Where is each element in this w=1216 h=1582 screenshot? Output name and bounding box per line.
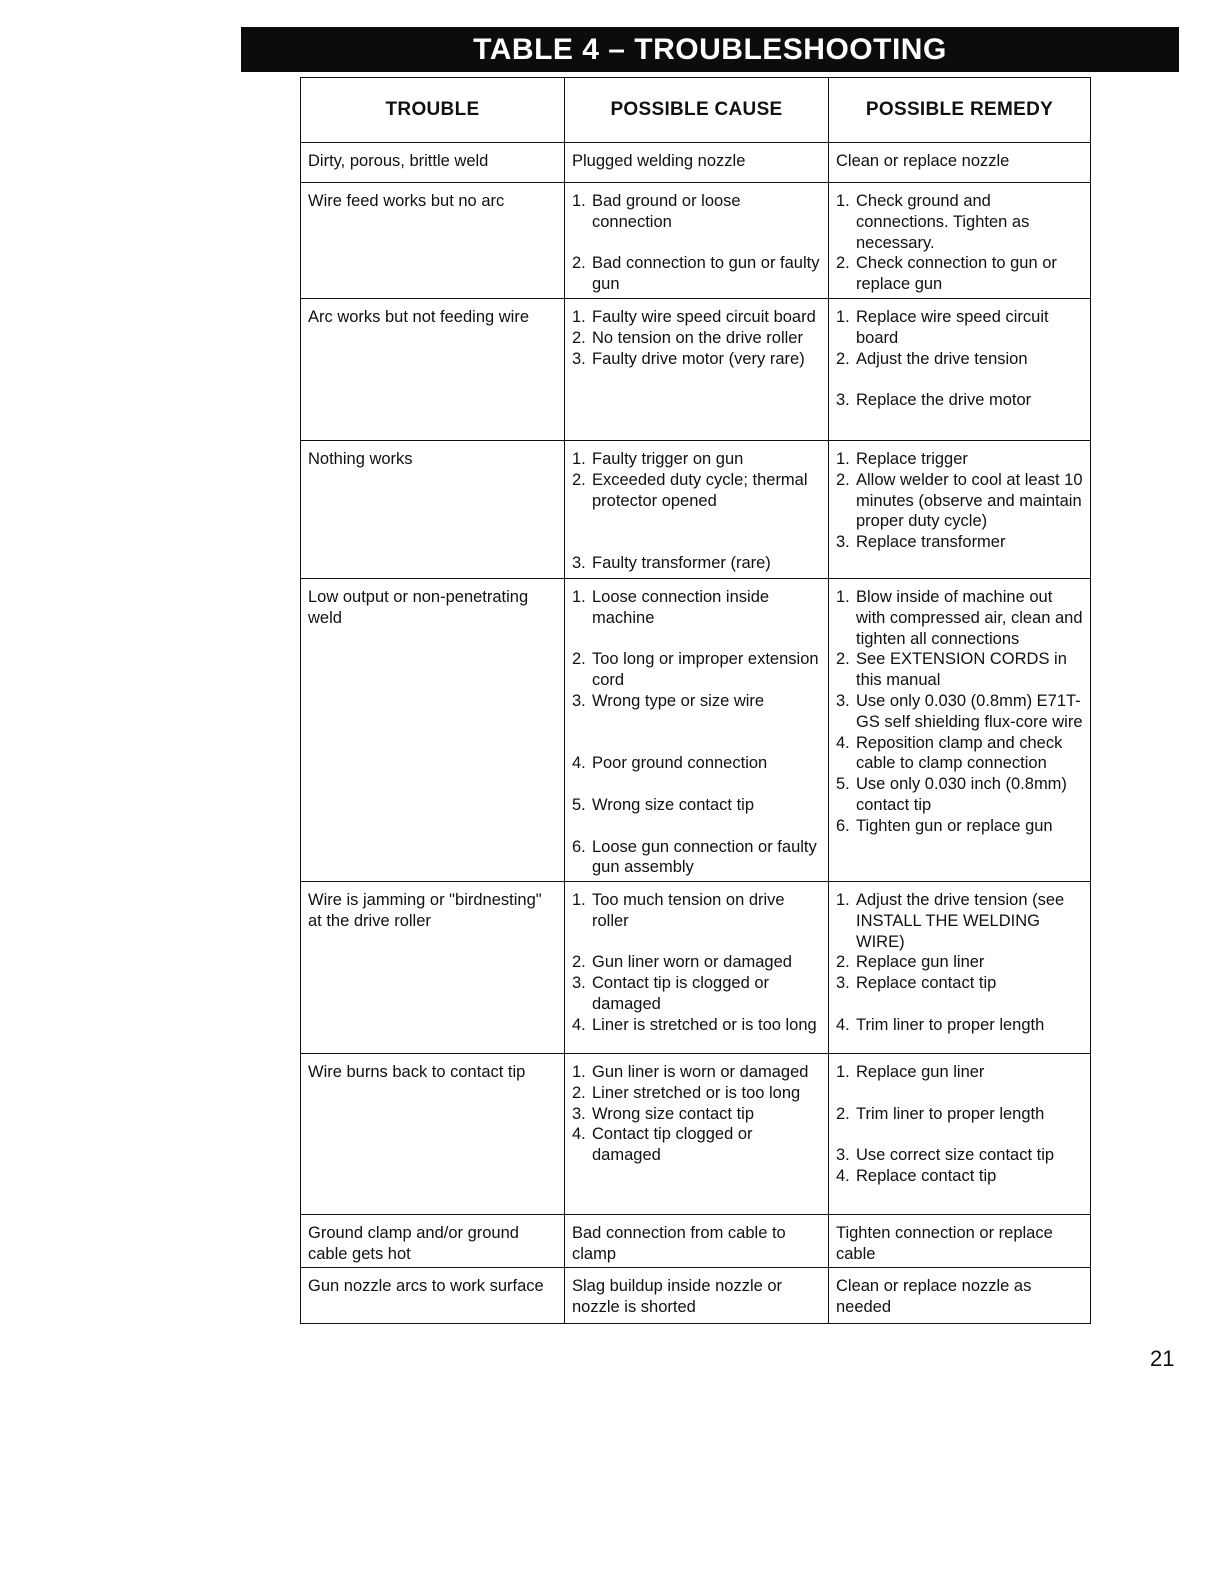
list-item bbox=[572, 952, 822, 973]
item-number: 2. bbox=[836, 1104, 850, 1123]
remedy-cell bbox=[829, 1268, 1091, 1324]
header-row bbox=[301, 78, 1091, 143]
item-number: 3. bbox=[836, 391, 850, 410]
item-text: Loose gun connection or faulty gun assembly bbox=[592, 837, 817, 877]
list-item bbox=[836, 307, 1084, 349]
item-number bbox=[572, 816, 592, 837]
item-number: 1. bbox=[836, 891, 850, 909]
list-item bbox=[572, 470, 822, 512]
list-item bbox=[836, 973, 1084, 994]
item-number: 1. bbox=[836, 450, 850, 468]
item-text: Bad connection to gun or faulty gun bbox=[592, 254, 820, 294]
list-item bbox=[836, 1166, 1084, 1187]
item-text bbox=[592, 511, 822, 532]
list-item bbox=[836, 994, 1084, 1015]
item-text: See EXTENSION CORDS in this manual bbox=[856, 650, 1067, 690]
trouble-cell: Wire is jamming or "birdnesting" at the drive roller bbox=[301, 882, 565, 1054]
item-number: 1. bbox=[572, 308, 586, 326]
item-text bbox=[592, 932, 822, 953]
item-number: 3. bbox=[572, 974, 586, 993]
cause-text: Slag buildup inside nozzle or nozzle is shorted bbox=[572, 1277, 783, 1316]
cause-cell bbox=[565, 579, 829, 882]
item-number bbox=[836, 369, 856, 390]
item-text: Check connection to gun or replace gun bbox=[856, 254, 1057, 294]
item-text: Replace gun liner bbox=[856, 953, 985, 972]
item-text bbox=[592, 816, 822, 837]
item-number: 1. bbox=[572, 588, 586, 606]
trouble-cell: Wire burns back to contact tip bbox=[301, 1054, 565, 1215]
item-text: Trim liner to proper length bbox=[856, 1104, 1045, 1123]
cause-list bbox=[572, 191, 822, 295]
list-item bbox=[836, 1145, 1084, 1166]
trouble-cell: Ground clamp and/or ground cable gets hot bbox=[301, 1215, 565, 1268]
list-item bbox=[836, 733, 1084, 775]
cause-cell bbox=[565, 1054, 829, 1215]
item-text: Use only 0.030 (0.8mm) E71T-GS self shielding flux-core wire bbox=[856, 691, 1083, 731]
remedy-cell bbox=[829, 579, 1091, 882]
item-text: Liner is stretched or is too long bbox=[592, 1015, 817, 1034]
table-row bbox=[301, 882, 1091, 1054]
item-text: Contact tip clogged or damaged bbox=[592, 1125, 753, 1165]
item-text: Trim liner to proper length bbox=[856, 1015, 1045, 1034]
cause-cell bbox=[565, 143, 829, 183]
cause-cell bbox=[565, 1268, 829, 1324]
item-text: Adjust the drive tension bbox=[856, 349, 1028, 368]
list-item bbox=[572, 774, 822, 795]
item-number bbox=[572, 233, 592, 254]
item-text: Replace gun liner bbox=[856, 1063, 985, 1081]
item-text: Too long or improper extension cord bbox=[592, 650, 819, 690]
item-number: 1. bbox=[572, 192, 586, 210]
item-text bbox=[856, 369, 1084, 390]
header-cause: POSSIBLE CAUSE bbox=[565, 78, 829, 143]
item-text bbox=[592, 712, 822, 733]
trouble-cell: Gun nozzle arcs to work surface bbox=[301, 1268, 565, 1324]
item-number: 2. bbox=[836, 650, 850, 669]
list-item bbox=[572, 1124, 822, 1166]
list-item bbox=[836, 253, 1084, 295]
remedy-cell bbox=[829, 441, 1091, 579]
item-text bbox=[856, 994, 1084, 1015]
item-text: Bad ground or loose connection bbox=[592, 192, 741, 231]
item-text bbox=[592, 532, 822, 553]
list-item bbox=[572, 837, 822, 879]
remedy-cell bbox=[829, 882, 1091, 1054]
item-text: Allow welder to cool at least 10 minutes (observe and maintain proper duty cycle) bbox=[856, 470, 1083, 531]
cause-list bbox=[572, 587, 822, 878]
item-number bbox=[836, 1124, 856, 1145]
list-item bbox=[572, 733, 822, 754]
item-number bbox=[836, 1083, 856, 1104]
item-number: 2. bbox=[836, 349, 850, 368]
item-text: Faulty drive motor (very rare) bbox=[592, 349, 805, 368]
item-text: Faulty transformer (rare) bbox=[592, 553, 771, 572]
cause-list bbox=[572, 1062, 822, 1166]
item-number: 2. bbox=[836, 470, 850, 489]
table-row bbox=[301, 143, 1091, 183]
list-item bbox=[836, 449, 1084, 470]
cause-cell bbox=[565, 441, 829, 579]
item-text: Replace contact tip bbox=[856, 974, 997, 993]
item-text: Adjust the drive tension (see INSTALL THE WELDING WIRE) bbox=[856, 891, 1065, 951]
item-text: Liner stretched or is too long bbox=[592, 1083, 801, 1102]
item-number: 1. bbox=[572, 1063, 586, 1081]
item-number: 1. bbox=[572, 450, 586, 468]
item-text: Poor ground connection bbox=[592, 754, 768, 773]
item-number: 3. bbox=[836, 1146, 850, 1165]
remedy-text: Clean or replace nozzle as needed bbox=[836, 1277, 1032, 1316]
item-text: Wrong size contact tip bbox=[592, 795, 755, 814]
list-item bbox=[572, 1062, 822, 1083]
list-item bbox=[572, 932, 822, 953]
remedy-cell bbox=[829, 143, 1091, 183]
cause-cell bbox=[565, 183, 829, 299]
remedy-list bbox=[836, 449, 1084, 553]
item-number: 1. bbox=[836, 588, 850, 606]
list-item bbox=[836, 691, 1084, 733]
remedy-cell bbox=[829, 1215, 1091, 1268]
list-item bbox=[836, 816, 1084, 837]
cause-cell bbox=[565, 299, 829, 441]
item-text bbox=[592, 733, 822, 754]
item-number: 2. bbox=[572, 254, 586, 273]
list-item bbox=[836, 1104, 1084, 1125]
list-item bbox=[836, 1015, 1084, 1036]
item-number: 4. bbox=[572, 1015, 586, 1034]
item-text: Reposition clamp and check cable to clamp connection bbox=[856, 733, 1063, 773]
remedy-list bbox=[836, 307, 1084, 411]
list-item bbox=[572, 795, 822, 816]
remedy-list bbox=[836, 191, 1084, 295]
remedy-list bbox=[836, 1062, 1084, 1187]
item-number: 5. bbox=[836, 775, 850, 794]
list-item bbox=[572, 553, 822, 574]
item-text: Wrong type or size wire bbox=[592, 691, 765, 710]
item-text: Blow inside of machine out with compressed air, clean and tighten all connections bbox=[856, 588, 1083, 648]
trouble-cell: Nothing works bbox=[301, 441, 565, 579]
item-text: Exceeded duty cycle; thermal protector opened bbox=[592, 470, 808, 510]
list-item bbox=[836, 952, 1084, 973]
item-number: 2. bbox=[572, 470, 586, 489]
list-item bbox=[572, 649, 822, 691]
item-number: 4. bbox=[836, 1166, 850, 1185]
item-number: 6. bbox=[836, 816, 850, 835]
remedy-list bbox=[836, 587, 1084, 837]
item-number bbox=[572, 532, 592, 553]
item-number: 4. bbox=[572, 754, 586, 773]
list-item bbox=[572, 349, 822, 370]
remedy-cell bbox=[829, 299, 1091, 441]
item-text: Wrong size contact tip bbox=[592, 1104, 755, 1123]
item-number: 1. bbox=[836, 1063, 850, 1081]
list-item bbox=[836, 890, 1084, 952]
item-text: Too much tension on drive roller bbox=[592, 891, 785, 930]
cause-list bbox=[572, 307, 822, 369]
item-text: Loose connection inside machine bbox=[592, 588, 770, 627]
item-number bbox=[572, 511, 592, 532]
item-number: 3. bbox=[572, 1104, 586, 1123]
remedy-text: Clean or replace nozzle bbox=[836, 152, 1010, 170]
item-number: 6. bbox=[572, 837, 586, 856]
list-item bbox=[572, 1083, 822, 1104]
item-number: 1. bbox=[836, 308, 850, 326]
remedy-text: Tighten connection or replace cable bbox=[836, 1224, 1053, 1263]
cause-cell bbox=[565, 882, 829, 1054]
item-text: Faulty wire speed circuit board bbox=[592, 308, 816, 326]
item-text: Tighten gun or replace gun bbox=[856, 816, 1053, 835]
item-number: 2. bbox=[572, 328, 586, 347]
item-text bbox=[592, 233, 822, 254]
item-number: 1. bbox=[836, 192, 850, 210]
item-number bbox=[836, 994, 856, 1015]
item-number: 5. bbox=[572, 795, 586, 814]
list-item bbox=[572, 753, 822, 774]
item-number: 4. bbox=[836, 733, 850, 752]
cause-text: Bad connection from cable to clamp bbox=[572, 1224, 786, 1263]
item-text: Replace transformer bbox=[856, 533, 1006, 552]
item-text bbox=[856, 1124, 1084, 1145]
list-item bbox=[836, 532, 1084, 553]
item-number bbox=[572, 712, 592, 733]
list-item bbox=[572, 973, 822, 1015]
item-number: 3. bbox=[572, 553, 586, 572]
table-title: TABLE 4 – TROUBLESHOOTING bbox=[241, 27, 1179, 72]
table-row bbox=[301, 1268, 1091, 1324]
item-text: Contact tip is clogged or damaged bbox=[592, 974, 770, 1013]
trouble-cell: Arc works but not feeding wire bbox=[301, 299, 565, 441]
item-number: 4. bbox=[572, 1125, 586, 1144]
remedy-cell bbox=[829, 1054, 1091, 1215]
list-item bbox=[836, 774, 1084, 816]
list-item bbox=[836, 369, 1084, 390]
list-item bbox=[836, 1062, 1084, 1083]
header-remedy: POSSIBLE REMEDY bbox=[829, 78, 1091, 143]
list-item bbox=[572, 532, 822, 553]
item-number: 2. bbox=[572, 650, 586, 669]
cause-cell bbox=[565, 1215, 829, 1268]
item-number: 2. bbox=[572, 1083, 586, 1102]
list-item bbox=[836, 349, 1084, 370]
table-row bbox=[301, 183, 1091, 299]
cause-list bbox=[572, 890, 822, 1036]
troubleshooting-table bbox=[300, 77, 1091, 1324]
item-number bbox=[572, 774, 592, 795]
list-item bbox=[836, 1083, 1084, 1104]
item-text: No tension on the drive roller bbox=[592, 328, 803, 347]
cause-text: Plugged welding nozzle bbox=[572, 152, 746, 170]
item-number: 3. bbox=[836, 974, 850, 993]
item-number bbox=[572, 932, 592, 953]
list-item bbox=[572, 511, 822, 532]
list-item bbox=[572, 328, 822, 349]
list-item bbox=[572, 1015, 822, 1036]
trouble-cell: Wire feed works but no arc bbox=[301, 183, 565, 299]
list-item bbox=[572, 691, 822, 712]
list-item bbox=[572, 890, 822, 932]
table-row bbox=[301, 441, 1091, 579]
item-number: 2. bbox=[836, 953, 850, 972]
list-item bbox=[572, 307, 822, 328]
item-text bbox=[856, 1083, 1084, 1104]
item-number: 2. bbox=[836, 254, 850, 273]
item-text: Use correct size contact tip bbox=[856, 1146, 1055, 1165]
remedy-cell bbox=[829, 183, 1091, 299]
header-trouble: TROUBLE bbox=[301, 78, 565, 143]
list-item bbox=[836, 470, 1084, 532]
table-row bbox=[301, 579, 1091, 882]
table-row bbox=[301, 299, 1091, 441]
list-item bbox=[836, 191, 1084, 253]
list-item bbox=[572, 629, 822, 650]
item-text: Use only 0.030 inch (0.8mm) contact tip bbox=[856, 775, 1067, 814]
item-number: 3. bbox=[836, 691, 850, 710]
table-row bbox=[301, 1215, 1091, 1268]
item-number: 4. bbox=[836, 1015, 850, 1034]
list-item bbox=[836, 1124, 1084, 1145]
list-item bbox=[572, 449, 822, 470]
list-item bbox=[572, 816, 822, 837]
item-text bbox=[592, 774, 822, 795]
list-item bbox=[572, 587, 822, 629]
item-text bbox=[592, 629, 822, 650]
page-number: 21 bbox=[1150, 1346, 1175, 1371]
item-number: 2. bbox=[572, 953, 586, 972]
item-number bbox=[572, 733, 592, 754]
list-item bbox=[836, 649, 1084, 691]
list-item bbox=[572, 1104, 822, 1125]
table-row bbox=[301, 1054, 1091, 1215]
list-item bbox=[572, 712, 822, 733]
item-text: Replace trigger bbox=[856, 450, 968, 468]
item-text: Faulty trigger on gun bbox=[592, 450, 744, 468]
item-text: Replace wire speed circuit board bbox=[856, 308, 1049, 347]
list-item bbox=[572, 253, 822, 295]
trouble-cell: Low output or non-penetrating weld bbox=[301, 579, 565, 882]
item-text: Gun liner is worn or damaged bbox=[592, 1063, 809, 1081]
item-number: 1. bbox=[572, 891, 586, 909]
cause-list bbox=[572, 449, 822, 574]
remedy-list bbox=[836, 890, 1084, 1036]
list-item bbox=[572, 233, 822, 254]
item-text: Check ground and connections. Tighten as necessary. bbox=[856, 192, 1030, 252]
trouble-cell: Dirty, porous, brittle weld bbox=[301, 143, 565, 183]
item-number: 3. bbox=[836, 533, 850, 552]
item-text: Replace contact tip bbox=[856, 1166, 997, 1185]
item-text: Replace the drive motor bbox=[856, 391, 1032, 410]
item-text: Gun liner worn or damaged bbox=[592, 953, 792, 972]
item-number bbox=[572, 629, 592, 650]
list-item bbox=[572, 191, 822, 233]
list-item bbox=[836, 390, 1084, 411]
item-number: 3. bbox=[572, 691, 586, 710]
item-number: 3. bbox=[572, 349, 586, 368]
list-item bbox=[836, 587, 1084, 649]
